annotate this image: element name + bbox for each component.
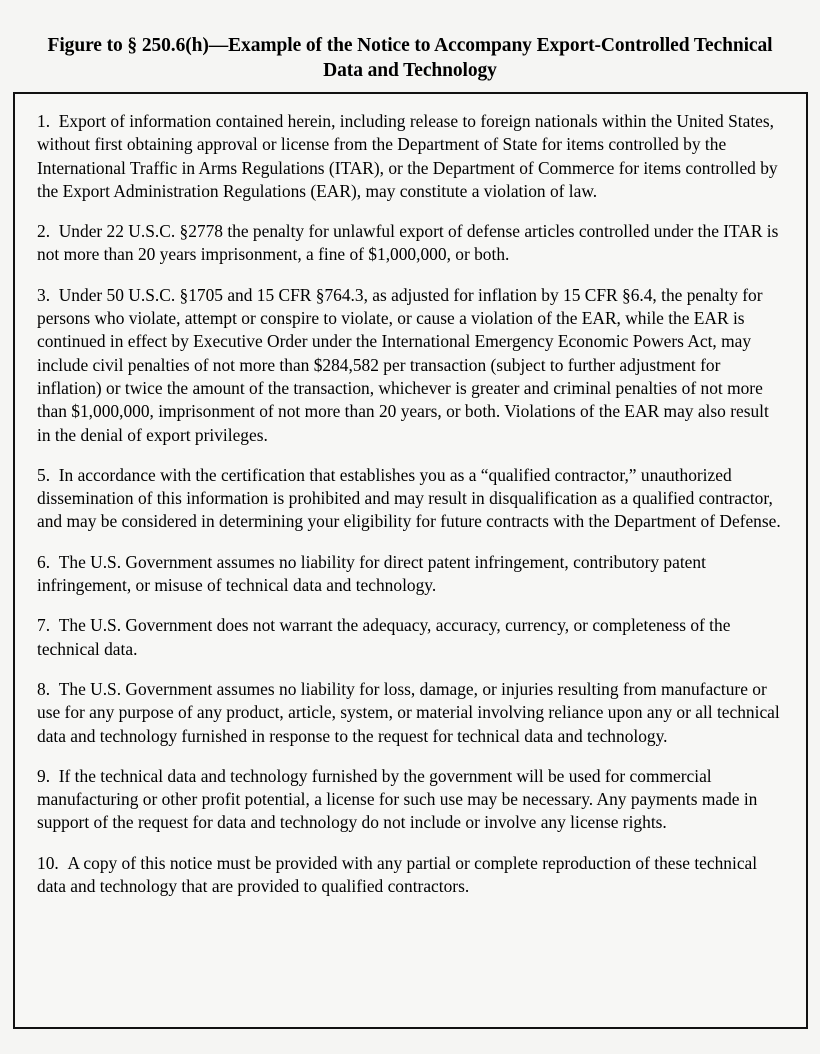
notice-item-text: The U.S. Government assumes no liability for direct patent infringement, contributory patent infringement, or misuse of technical data and technology. (37, 551, 706, 596)
notice-item (37, 852, 784, 899)
figure-title-line-1: Figure to § 250.6(h)—Example of the Notice to Accompany Export-Controlled Technical (47, 35, 773, 56)
notice-item (37, 678, 784, 748)
notice-item-text: Export of information contained herein, including release to foreign nationals within the United States, without first obtaining approval or license from the Department of State for items controlled by the International Traffic in Arms Regulations (ITAR), or the Department of Commerce for items controlled by the Export Administration Regulations (EAR), may constitute a violation of law. (37, 111, 778, 201)
notice-item-text: The U.S. Government does not warrant the adequacy, accuracy, currency, or completeness of the technical data. (37, 615, 731, 659)
notice-item-text: A copy of this notice must be provided with any partial or complete reproduction of these technical data and technology that are provided to qualified contractors. (37, 852, 758, 897)
notice-item-text: The U.S. Government assumes no liability for loss, damage, or injuries resulting from manufacture or use for any purpose of any product, article, system, or material involving reliance upon any or all technical data and technology furnished in response to the request for technical data and technology. (37, 678, 780, 746)
notice-item (37, 765, 784, 835)
notice-item (37, 551, 784, 598)
notice-item-number: 9. (37, 765, 51, 786)
notice-item (37, 614, 784, 661)
notice-item (37, 220, 784, 267)
export-control-notice-box (13, 92, 808, 1029)
notice-item-number: 3. (37, 284, 51, 305)
notice-item (37, 464, 784, 534)
notice-item-number: 1. (37, 111, 51, 131)
notice-list (37, 110, 784, 898)
notice-item-number: 6. (37, 551, 51, 572)
notice-item-number: 2. (37, 221, 51, 242)
notice-item-text: Under 22 U.S.C. §2778 the penalty for unlawful export of defense articles controlled under the ITAR is not more than 20 years imprisonment, a fine of $1,000,000, or both. (37, 221, 779, 265)
notice-item-number: 7. (37, 615, 51, 636)
figure-title (14, 33, 806, 83)
notice-item-number: 8. (37, 678, 51, 699)
notice-item-text: If the technical data and technology furnished by the government will be used for commercial manufacturing or other profit potential, a license for such use may be necessary. Any payments made in support of the request for data and technology do not include or involve any license rights. (37, 765, 758, 833)
notice-item (37, 110, 784, 203)
notice-item-text: Under 50 U.S.C. §1705 and 15 CFR §764.3, as adjusted for inflation by 15 CFR §6.4, the penalty for persons who violate, attempt or conspire to violate, or cause a violation of the EAR, while the EAR is continued in effect by Executive Order under the International Emergency Economic Powers Act, may include civil penalties of not more than $284,582 per transaction (subject to further adjustment for inflation) or twice the amount of the transaction, whichever is greater and criminal penalties of not more than $1,000,000, imprisonment of not more than 20 years, or both. Violations of the EAR may also result in the denial of export privileges. (37, 284, 769, 445)
notice-item (37, 284, 784, 447)
notice-item-number: 5. (37, 464, 51, 485)
notice-item-number: 10. (37, 852, 59, 873)
notice-item-text: In accordance with the certification that establishes you as a “qualified contractor,” unauthorized dissemination of this information is prohibited and may result in disqualification as a qualified contractor, and may be considered in determining your eligibility for future contracts with the Department of Defense. (37, 464, 781, 532)
figure-title-line-2: Data and Technology (323, 60, 497, 81)
